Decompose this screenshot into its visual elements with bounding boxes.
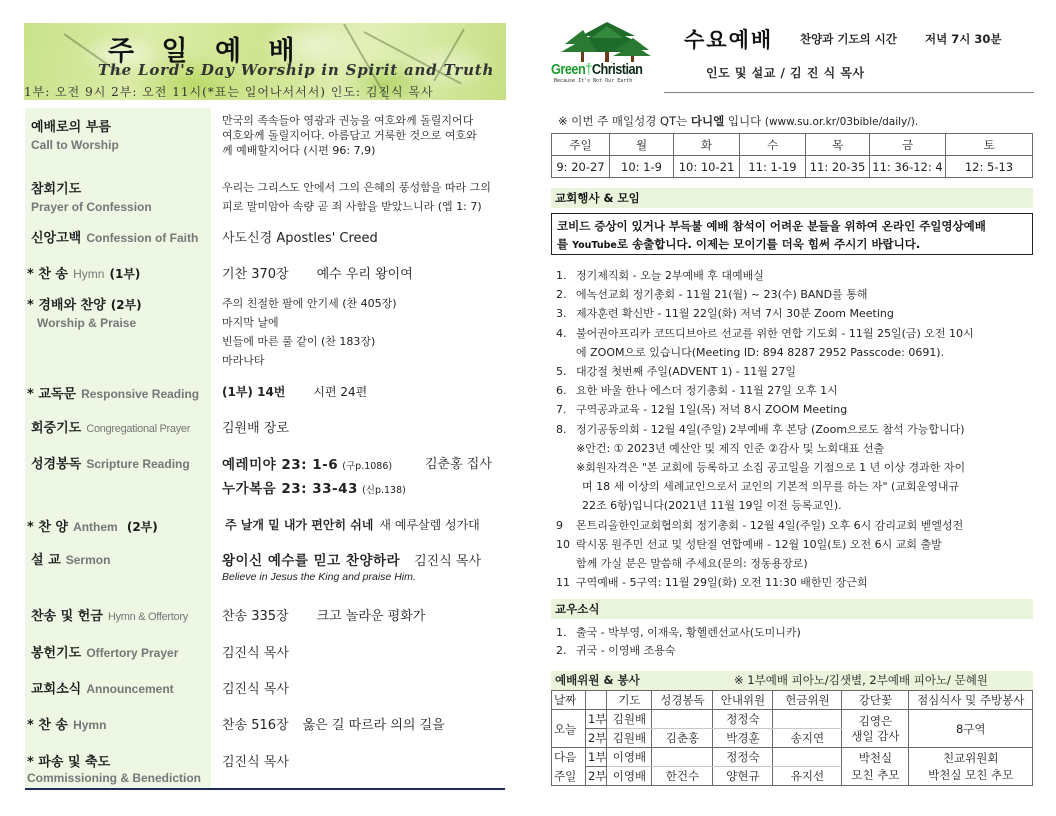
order-label-en: Responsive Reading bbox=[81, 387, 200, 401]
qt-days-row bbox=[552, 134, 1033, 156]
order-label-en: Commissioning & Benediction bbox=[27, 771, 202, 785]
order-label-en: Anthem bbox=[73, 520, 118, 534]
order-value: 김진식 목사 bbox=[222, 755, 289, 770]
sunday-banner bbox=[24, 23, 506, 100]
praise-song: 주의 친절한 팔에 안기세 (찬 405장) bbox=[222, 297, 397, 310]
order-label-en: Offertory Prayer bbox=[86, 646, 179, 660]
order-value-line: 께 예배할지어다 (시편 96: 7,9) bbox=[222, 144, 376, 157]
event-item: 11 구역예배 - 5구역: 11월 29일(화) 오전 11:30 배한민 장근희 bbox=[556, 576, 868, 590]
order-label-part: (1부) bbox=[109, 267, 141, 281]
events-list bbox=[556, 266, 1036, 592]
qt-note: ※ 이번 주 매일성경 QT는 다니엘 입니다 (www.su.or.kr/03bible/daily/). bbox=[558, 114, 919, 128]
qt-passage: 10: 10-21 bbox=[674, 156, 740, 178]
order-value-line: 여호와께 돌릴지어다. 아름답고 거룩한 것으로 여호와 bbox=[222, 129, 477, 142]
qt-day: 목 bbox=[806, 134, 870, 156]
order-label-part: (2부) bbox=[110, 298, 142, 312]
qt-url: (www.su.or.kr/03bible/daily/). bbox=[764, 116, 919, 128]
green-christian-logo bbox=[551, 22, 666, 84]
qt-passages-row bbox=[552, 156, 1033, 178]
qt-day: 수 bbox=[740, 134, 806, 156]
order-label-en: Confession of Faith bbox=[86, 231, 199, 245]
qt-day: 주일 bbox=[552, 134, 610, 156]
order-label-en: Prayer of Confession bbox=[31, 200, 152, 214]
qt-day: 월 bbox=[610, 134, 674, 156]
order-label-ko: 설 교 bbox=[31, 553, 61, 568]
roster-row-next-1: 다음 1부 이영배 정정숙 박천실 모친 추모 친교위원회 박천실 모친 추모 bbox=[552, 748, 1033, 767]
header-divider bbox=[664, 92, 1034, 93]
order-value-line: 만국의 족속들아 영광과 권능을 여호와께 돌릴지어다 bbox=[222, 114, 474, 127]
logo-wordmark: Green†Christian bbox=[551, 62, 643, 78]
order-label-ko: 회중기도 bbox=[31, 421, 82, 436]
qt-schedule-table bbox=[551, 133, 1033, 178]
cross-icon: † bbox=[585, 62, 592, 78]
wednesday-title: 수요예배 bbox=[684, 28, 774, 52]
order-label-en: Hymn & Offertory bbox=[107, 611, 188, 623]
events-heading: 교회행사 & 모임 bbox=[551, 188, 1033, 208]
praise-song: 빈들에 마른 풀 같이 (찬 183장) bbox=[222, 335, 376, 348]
qt-book: 다니엘 bbox=[690, 114, 725, 128]
roster-row-today-1: 오늘 1부 김원배 정정숙 김영은 생일 감사 8구역 bbox=[552, 710, 1033, 729]
order-label-en: Worship & Praise bbox=[37, 316, 137, 330]
scripture-1: 예레미야 23: 1-6 bbox=[222, 457, 339, 473]
qt-day: 토 bbox=[946, 134, 1033, 156]
order-label-ko: 참회기도 bbox=[31, 182, 82, 197]
praise-song: 마지막 날에 bbox=[222, 316, 279, 329]
anthem-title: 주 날개 밑 내가 편안히 쉬네 bbox=[225, 518, 374, 532]
event-item: 6. 요한 바울 한나 에스더 정기총회 - 11월 27일 오후 1시 bbox=[556, 384, 838, 398]
event-item: 7. 구역공과교육 - 12월 1일(목) 저녁 8시 ZOOM Meeting bbox=[556, 403, 848, 417]
scripture-1-page: (구p.1086) bbox=[342, 461, 393, 472]
order-value: 김진식 목사 bbox=[222, 682, 289, 697]
reading-number: (1부) 14번 bbox=[222, 385, 286, 399]
order-label-ko: 찬송 및 헌금 bbox=[31, 609, 103, 624]
order-label-ko: 교회소식 bbox=[31, 682, 82, 697]
online-worship-notice: 코비드 증상이 있거나 부득불 예배 참석이 어려운 분들을 위하여 온라인 주일영상예배 를 YouTube로 송출합니다. 이제는 모이기를 더욱 힘써 주시기 바랍니다. bbox=[551, 213, 1033, 255]
order-label-en: Scripture Reading bbox=[86, 457, 190, 471]
event-item: 3. 제자훈련 확신반 - 11월 22일(화) 저녁 7시 30분 Zoom Meeting bbox=[556, 307, 894, 321]
order-label-en: Call to Worship bbox=[31, 138, 119, 152]
hymn-number: 기찬 370장 bbox=[222, 267, 289, 282]
order-label-en: Hymn bbox=[73, 267, 105, 281]
sunday-service-times: 1부: 오전 9시 2부: 오전 11시(*표는 일어나서서서) 인도: 김진식 목사 bbox=[24, 85, 434, 99]
order-label-ko: * 파송 및 축도 bbox=[27, 755, 111, 770]
event-item: 10 락시몽 원주민 선교 및 성탄절 연합예배 - 12월 10일(토) 오전 6시 교회 출발 함께 가실 분은 말씀해 주세요(문의: 정동용장로) bbox=[556, 537, 942, 571]
order-label-ko: 성경봉독 bbox=[31, 457, 82, 472]
qt-passage: 11: 1-19 bbox=[740, 156, 806, 178]
event-item: 9 몬트리올한인교회협의회 정기총회 - 12월 4일(주일) 오후 6시 감리교회 벧엘성전 bbox=[556, 518, 964, 532]
hymn-number: 찬송 335장 bbox=[222, 609, 289, 624]
qt-passage: 12: 5-13 bbox=[946, 156, 1033, 178]
member-news-heading: 교우소식 bbox=[551, 599, 1033, 619]
qt-passage: 10: 1-9 bbox=[610, 156, 674, 178]
hymn-title: 옳은 길 따르라 의의 길을 bbox=[302, 718, 445, 733]
order-value: 김원배 장로 bbox=[222, 421, 289, 436]
order-value-line: 피로 말미암아 속량 곧 죄 사함을 받았느니라 (엡 1: 7) bbox=[222, 200, 482, 213]
qt-passage: 9: 20-27 bbox=[552, 156, 610, 178]
bottom-divider bbox=[25, 788, 505, 790]
order-label-ko: 봉헌기도 bbox=[31, 646, 82, 661]
order-label-en: Congregational Prayer bbox=[86, 423, 191, 435]
event-item: 8. 정기공동의회 - 12월 4일(주일) 2부예배 후 본당 (Zoom으로도 참석 가능합니다) ※안건: ① 2023년 예산안 및 제직 인준 ②감사 및 노회대표 선출 ※회원자격은 "본 교회에 등록하고 소집 공고일을 기점으로 1 년 이상 경과한 자이 며 18 세 이상의 세례교인으로서 교인의 기본적 의무를 하는 자" (교회운영내규 22조 6항)입니다(2021년 11월 19일 이전 등록교인). bbox=[556, 422, 966, 513]
order-label-en: Sermon bbox=[65, 553, 111, 567]
service-roster-table bbox=[551, 690, 1033, 786]
order-value: 김진식 목사 bbox=[222, 646, 289, 661]
news-item: 2. 귀국 - 이영배 조용숙 bbox=[556, 644, 676, 657]
event-item: 5. 대강절 첫번째 주일(ADVENT 1) - 11월 27일 bbox=[556, 365, 797, 379]
qt-day: 금 bbox=[870, 134, 946, 156]
hymn-number: 찬송 516장 bbox=[222, 718, 289, 733]
praise-song: 마라나타 bbox=[222, 354, 265, 367]
reading-psalm: 시편 24편 bbox=[313, 385, 368, 399]
order-label-ko: * 찬 송 bbox=[27, 267, 68, 282]
order-label-ko: * 찬 양 bbox=[27, 520, 68, 535]
sermon-title-en: Believe in Jesus the King and praise Him. bbox=[222, 571, 416, 583]
sunday-title: 주 일 예 배 bbox=[108, 36, 304, 67]
event-item: 2. 에녹선교회 정기총회 - 11월 21(월) ~ 23(수) BAND를 통해 bbox=[556, 288, 868, 302]
youtube-label: YouTube bbox=[572, 240, 617, 251]
order-label-part: (2부) bbox=[126, 520, 158, 534]
roster-row-next-2: 주일 2부 이영배 한건수 양현규 유지선 bbox=[552, 767, 1033, 786]
order-label-ko: * 교독문 bbox=[27, 387, 76, 402]
order-label-ko: * 찬 송 bbox=[27, 718, 68, 733]
sermon-preacher: 김진식 목사 bbox=[414, 554, 482, 569]
anthem-choir: 새 예루살렘 성가대 bbox=[379, 518, 480, 532]
wednesday-time: 저녁 7시 30분 bbox=[925, 32, 1002, 46]
qt-passage: 11: 20-35 bbox=[806, 156, 870, 178]
scripture-2-page: (신p.138) bbox=[362, 485, 406, 496]
roster-row-today-2: 2부 김원배 김춘홍 박경훈 송지연 bbox=[552, 729, 1033, 748]
member-news-list bbox=[556, 624, 1036, 660]
order-label-en: Hymn bbox=[73, 718, 107, 732]
roster-header-row: 날짜 기도 성경봉독 안내위원 헌금위원 강단꽃 점심식사 및 주방봉사 bbox=[552, 691, 1033, 710]
tree-icon bbox=[551, 22, 666, 64]
scripture-reader: 김춘홍 집사 bbox=[425, 457, 492, 472]
wednesday-subtitle: 찬양과 기도의 시간 bbox=[800, 32, 897, 46]
event-item: 1. 정기제직회 - 오늘 2부예배 후 대예배실 bbox=[556, 269, 764, 282]
qt-day: 화 bbox=[674, 134, 740, 156]
order-label-ko: * 경배와 찬양 bbox=[27, 298, 106, 313]
order-value: 사도신경 Apostles' Creed bbox=[222, 231, 378, 246]
logo-tagline: Because It's Not Our Earth bbox=[554, 78, 633, 84]
scripture-2: 누가복음 23: 33-43 bbox=[222, 481, 358, 497]
sermon-title: 왕이신 예수를 믿고 찬양하라 bbox=[222, 553, 401, 569]
hymn-title: 크고 놀라운 평화가 bbox=[316, 609, 426, 624]
order-value-line: 우리는 그리스도 안에서 그의 은혜의 풍성함을 따라 그의 bbox=[222, 181, 491, 194]
hymn-title: 예수 우리 왕이여 bbox=[316, 267, 413, 282]
qt-passage: 11: 36-12: 4 bbox=[870, 156, 946, 178]
sunday-subtitle: The Lord's Day Worship in Spirit and Truth bbox=[98, 61, 495, 79]
pianist-note: ※ 1부예배 피아노/김샛별, 2부예배 피아노/ 문혜원 bbox=[734, 673, 988, 687]
news-item: 1. 출국 - 박부영, 이재욱, 황헬렌선교사(도미니카) bbox=[556, 626, 801, 639]
event-item: 4. 불어권아프리카 코뜨디브아르 선교를 위한 연합 기도회 - 11월 25일(금) 오전 10시 에 ZOOM으로 있습니다(Meeting ID: 894 8287 2952 Passcode: 0691). bbox=[556, 326, 974, 359]
wednesday-leader: 인도 및 설교 / 김 진 식 목사 bbox=[706, 66, 865, 80]
service-heading: 예배위원 & 봉사 ※ 1부예배 피아노/김샛별, 2부예배 피아노/ 문혜원 bbox=[551, 671, 1033, 690]
order-label-ko: 예배로의 부름 bbox=[31, 120, 111, 135]
order-label-ko: 신앙고백 bbox=[31, 231, 82, 246]
order-label-en: Announcement bbox=[86, 682, 174, 696]
